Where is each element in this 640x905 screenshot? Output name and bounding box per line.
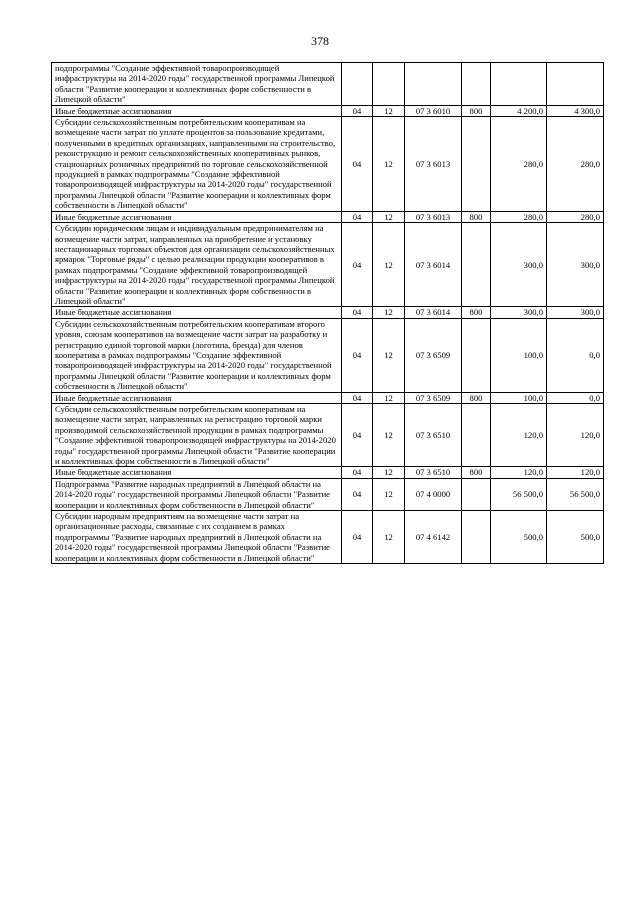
- cell-rz: 04: [342, 307, 373, 318]
- cell-vr: 800: [462, 307, 491, 318]
- cell-rz: 04: [342, 211, 373, 222]
- cell-s1: 100,0: [491, 392, 547, 403]
- cell-s1: 500,0: [491, 511, 547, 564]
- cell-csr: 07 4 6142: [405, 511, 462, 564]
- cell-s1: 120,0: [491, 404, 547, 467]
- table-row: [52, 392, 604, 403]
- cell-s2: 56 500,0: [547, 478, 604, 510]
- cell-s2: 0,0: [547, 318, 604, 392]
- cell-pr: 12: [373, 392, 405, 403]
- cell-rz: 04: [342, 404, 373, 467]
- page-number: 378: [311, 34, 329, 48]
- table-row: [52, 105, 604, 116]
- cell-text: Иные бюджетные ассигнования: [52, 105, 342, 116]
- cell-rz: 04: [342, 478, 373, 510]
- cell-vr: [462, 478, 491, 510]
- cell-pr: 12: [373, 211, 405, 222]
- cell-s1: 300,0: [491, 223, 547, 307]
- budget-table: [51, 62, 604, 564]
- cell-s1: 4 200,0: [491, 105, 547, 116]
- cell-vr: 800: [462, 105, 491, 116]
- cell-csr: 07 3 6014: [405, 307, 462, 318]
- cell-pr: 12: [373, 511, 405, 564]
- cell-vr: 800: [462, 467, 491, 478]
- cell-s2: 120,0: [547, 404, 604, 467]
- cell-s1: 280,0: [491, 211, 547, 222]
- cell-text: Субсидии народным предприятиям на возмещение части затрат на организационные расходы, связанные с их созданием в рамках подпрограммы "Развитие народных предприятий в Липецкой области на 2014-2020 годы" государственной программы Липецкой области "Развитие кооперации и коллективных форм собственности в Липецкой области": [52, 511, 342, 564]
- cell-s2: 300,0: [547, 307, 604, 318]
- cell-text: Субсидии сельскохозяйственным потребительским кооперативам второго уровня, союзам кооперативов на возмещение части затрат на разработку и регистрацию единой торговой марки (логотипа, бренда) для членов кооператива в рамках подпрограммы "Создание эффективной товаропроизводящей инфраструктуры на 2014-2020 годы" государственной программы Липецкой области "Развитие кооперации и коллективных форм собственности в Липецкой области": [52, 318, 342, 392]
- table-row: [52, 404, 604, 467]
- cell-rz: [342, 63, 373, 106]
- cell-rz: 04: [342, 392, 373, 403]
- cell-s2: 120,0: [547, 467, 604, 478]
- table-row: [52, 223, 604, 307]
- cell-text: Иные бюджетные ассигнования: [52, 392, 342, 403]
- table-row: [52, 211, 604, 222]
- table-row: [52, 478, 604, 510]
- cell-csr: 07 3 6013: [405, 211, 462, 222]
- cell-pr: 12: [373, 467, 405, 478]
- cell-vr: [462, 63, 491, 106]
- cell-pr: 12: [373, 105, 405, 116]
- cell-pr: 12: [373, 307, 405, 318]
- cell-pr: 12: [373, 318, 405, 392]
- cell-pr: 12: [373, 223, 405, 307]
- cell-s1: 120,0: [491, 467, 547, 478]
- cell-pr: 12: [373, 404, 405, 467]
- cell-s2: 280,0: [547, 211, 604, 222]
- cell-pr: 12: [373, 478, 405, 510]
- cell-text: Субсидии сельскохозяйственным потребительским кооперативам на возмещение части затрат, направленных на регистрацию торговой марки производимой сельскохозяйственной продукции в рамках подпрограммы "Создание эффективной товаропроизводящей инфраструктуры на 2014-2020 годы" государственной программы Липецкой области "Развитие кооперации и коллективных форм собственности в Липецкой области": [52, 404, 342, 467]
- table-row: [52, 307, 604, 318]
- cell-s1: [491, 63, 547, 106]
- cell-vr: [462, 223, 491, 307]
- table-row: [52, 318, 604, 392]
- cell-s2: 4 300,0: [547, 105, 604, 116]
- cell-csr: 07 3 6510: [405, 467, 462, 478]
- cell-s2: 0,0: [547, 392, 604, 403]
- cell-text: Субсидии юридическим лицам и индивидуальным предпринимателям на возмещение части затрат, направленных на приобретение и установку нестационарных торговых объектов для организации сельскохозяйственных ярмарок "Торговые ряды" с целью реализации продукции кооперативов в рамках подпрограммы "Создание эффективной товаропроизводящей инфраструктуры на 2014-2020 годы" государственной программы Липецкой области "Развитие кооперации и коллективных форм собственности в Липецкой области": [52, 223, 342, 307]
- cell-vr: [462, 117, 491, 212]
- cell-text: Субсидии сельскохозяйственным потребительским кооперативам на возмещение части затрат по уплате процентов за пользование кредитами, полученными в кредитных организациях, направленными на строительство, реконструкцию и ремонт сельскохозяйственных кооперативных рынков, стационарных розничных предприятий по торговле сельскохозяйственной продукцией в рамках подпрограммы "Создание эффективной товаропроизводящей инфраструктуры на 2014-2020 годы" государственной программы Липецкой области "Развитие кооперации и коллективных форм собственности в Липецкой области": [52, 117, 342, 212]
- cell-vr: [462, 511, 491, 564]
- cell-csr: 07 3 6010: [405, 105, 462, 116]
- cell-rz: 04: [342, 223, 373, 307]
- cell-vr: [462, 404, 491, 467]
- cell-text: Иные бюджетные ассигнования: [52, 467, 342, 478]
- cell-vr: [462, 318, 491, 392]
- cell-rz: 04: [342, 117, 373, 212]
- cell-csr: 07 3 6014: [405, 223, 462, 307]
- table-row: [52, 63, 604, 106]
- cell-s1: 300,0: [491, 307, 547, 318]
- cell-s2: [547, 63, 604, 106]
- cell-pr: [373, 63, 405, 106]
- table-row: [52, 511, 604, 564]
- table-row: [52, 467, 604, 478]
- cell-csr: 07 3 6510: [405, 404, 462, 467]
- cell-s1: 56 500,0: [491, 478, 547, 510]
- cell-csr: 07 3 6509: [405, 318, 462, 392]
- cell-s2: 500,0: [547, 511, 604, 564]
- cell-rz: 04: [342, 318, 373, 392]
- cell-text: подпрограммы "Создание эффективной товаропроизводящей инфраструктуры на 2014-2020 годы" государственной программы Липецкой области "Развитие кооперации и коллективных форм собственности в Липецкой области": [52, 63, 342, 106]
- cell-s2: 300,0: [547, 223, 604, 307]
- cell-text: Подпрограмма "Развитие народных предприятий в Липецкой области на 2014-2020 годы" государственной программы Липецкой области "Развитие кооперации и коллективных форм собственности в Липецкой области": [52, 478, 342, 510]
- cell-s2: 280,0: [547, 117, 604, 212]
- cell-csr: [405, 63, 462, 106]
- cell-text: Иные бюджетные ассигнования: [52, 211, 342, 222]
- cell-vr: 800: [462, 211, 491, 222]
- cell-pr: 12: [373, 117, 405, 212]
- cell-rz: 04: [342, 467, 373, 478]
- cell-text: Иные бюджетные ассигнования: [52, 307, 342, 318]
- cell-csr: 07 4 0000: [405, 478, 462, 510]
- cell-rz: 04: [342, 105, 373, 116]
- cell-s1: 280,0: [491, 117, 547, 212]
- table-row: [52, 117, 604, 212]
- cell-csr: 07 3 6509: [405, 392, 462, 403]
- cell-csr: 07 3 6013: [405, 117, 462, 212]
- cell-vr: 800: [462, 392, 491, 403]
- cell-s1: 100,0: [491, 318, 547, 392]
- cell-rz: 04: [342, 511, 373, 564]
